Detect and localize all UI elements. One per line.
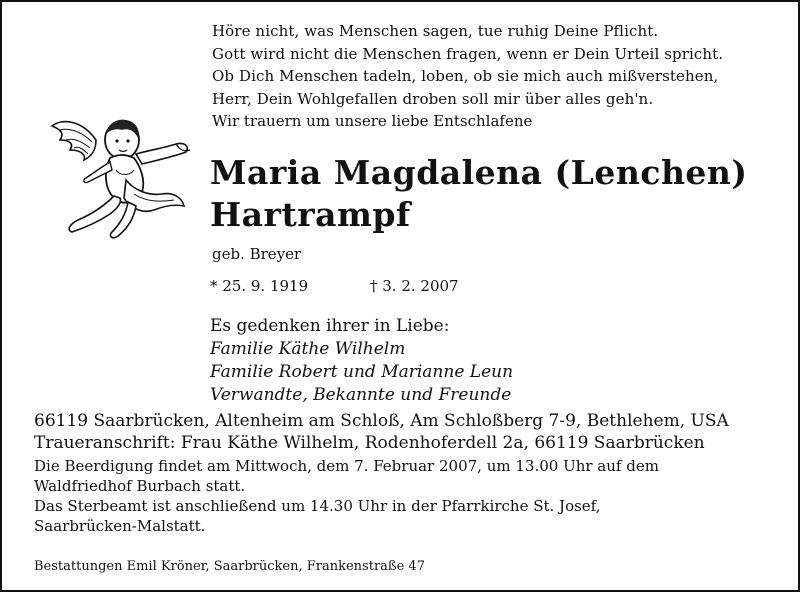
address-block <box>34 410 794 536</box>
deceased-name-line2: Hartrampf <box>210 195 411 234</box>
verse-line: Höre nicht, was Menschen sagen, tue ruhig Deine Pflicht. <box>212 22 659 40</box>
life-dates <box>210 275 459 297</box>
mourner-family: Familie Robert und Marianne Leun <box>210 362 514 382</box>
birth-date: * 25. 9. 1919 <box>210 277 309 295</box>
notice-line: Saarbrücken-Malstatt. <box>34 517 206 535</box>
death-date: † 3. 2. 2007 <box>370 277 459 295</box>
undertaker: Bestattungen Emil Kröner, Saarbrücken, Frankenstraße 47 <box>34 559 425 574</box>
funeral-notice <box>34 456 794 536</box>
intro-text: Wir trauern um unsere liebe Entschlafene <box>212 112 533 130</box>
maiden-name: geb. Breyer <box>212 245 302 263</box>
mourners <box>210 315 513 407</box>
verse-line: Ob Dich Menschen tadeln, loben, ob sie mich auch mißverstehen, <box>212 67 719 85</box>
verse-line: Herr, Dein Wohlgefallen droben soll mir über alles geh'n. <box>212 89 654 108</box>
notice-line: Das Sterbeamt ist anschließend um 14.30 Uhr in der Pfarrkirche St. Josef, <box>34 497 601 515</box>
verse <box>212 20 782 110</box>
deceased-name-line1: Maria Magdalena (Lenchen) <box>210 153 748 192</box>
notice-line: Waldfriedhof Burbach statt. <box>34 477 246 495</box>
mourning-address: Traueranschrift: Frau Käthe Wilhelm, Rodenhoferdell 2a, 66119 Saarbrücken <box>34 433 705 453</box>
residence-address: 66119 Saarbrücken, Altenheim am Schloß, Am Schloßberg 7-9, Bethlehem, USA <box>34 411 729 431</box>
mourner-family: Familie Käthe Wilhelm <box>210 339 406 359</box>
notice-line: Die Beerdigung findet am Mittwoch, dem 7. Februar 2007, um 13.00 Uhr auf dem <box>34 457 659 475</box>
mourners-heading: Es gedenken ihrer in Liebe: <box>210 316 450 336</box>
mourner-family: Verwandte, Bekannte und Freunde <box>210 385 512 405</box>
deceased-name <box>210 152 790 236</box>
verse-line: Gott wird nicht die Menschen fragen, wenn er Dein Urteil spricht. <box>212 44 724 63</box>
cherub-icon <box>34 110 194 242</box>
